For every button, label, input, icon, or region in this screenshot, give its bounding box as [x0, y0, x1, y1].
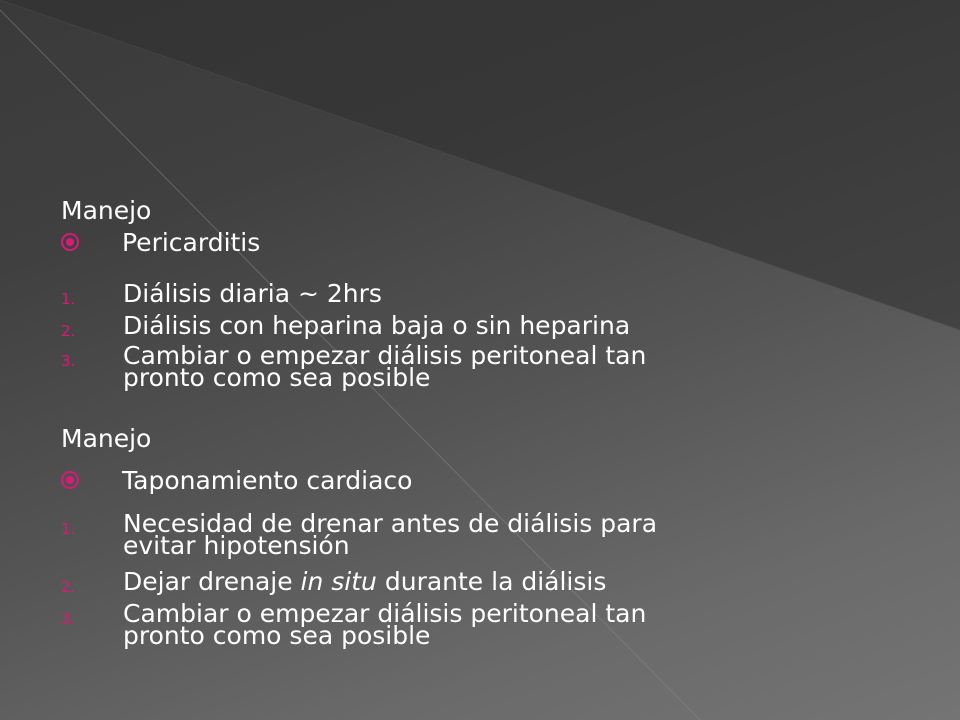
section2-bullet [61, 464, 412, 496]
circled-dot-icon [61, 471, 79, 489]
section1-item-3 [61, 341, 921, 392]
section1-bullet-text: Pericarditis [122, 227, 261, 257]
section1-item-1 [61, 280, 921, 310]
item-text-line1: Necesidad de drenar antes de diálisis para [123, 509, 658, 538]
section2-item-1 [61, 509, 921, 560]
section2-item-3 [61, 599, 921, 650]
item-number: 3. [61, 352, 76, 370]
item-number: 1. [61, 290, 76, 308]
section1-bullet [61, 226, 260, 258]
item-text: Diálisis diaria ~ 2hrs [123, 279, 382, 308]
item-text [123, 341, 647, 392]
item-text [123, 567, 607, 596]
item-text-line2: pronto como sea posible [123, 621, 431, 650]
section2-heading: Manejo [61, 424, 152, 453]
section2-bullet-text: Taponamiento cardiaco [122, 465, 413, 495]
item-number: 1. [61, 520, 76, 538]
item-text-after: durante la diálisis [376, 567, 607, 596]
section1-heading: Manejo [61, 196, 152, 225]
item-number: 2. [61, 578, 76, 596]
item-text: Diálisis con heparina baja o sin heparina [123, 311, 631, 340]
item-text-line1: Cambiar o empezar diálisis peritoneal tan [123, 341, 647, 370]
section2-item-2 [61, 568, 921, 598]
item-text [123, 509, 658, 560]
item-text [123, 599, 647, 650]
circled-dot-icon [61, 233, 79, 251]
item-text-line2: evitar hipotensión [123, 531, 350, 560]
item-text-before: Dejar drenaje [123, 567, 301, 596]
section1-item-2 [61, 312, 921, 342]
item-text-line1: Cambiar o empezar diálisis peritoneal tan [123, 599, 647, 628]
item-number: 3. [61, 610, 76, 628]
item-number: 2. [61, 322, 76, 340]
item-text-line2: pronto como sea posible [123, 363, 431, 392]
item-text-italic: in situ [300, 567, 377, 596]
